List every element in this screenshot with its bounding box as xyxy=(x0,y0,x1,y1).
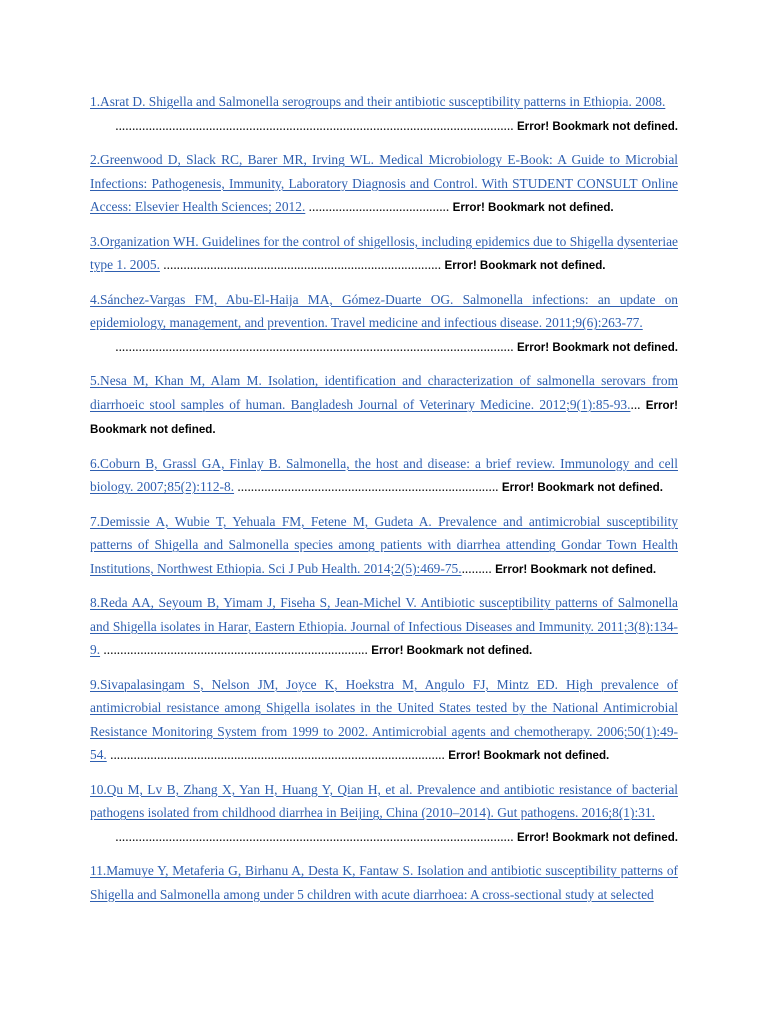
bookmark-error-text: Error! Bookmark not defined. xyxy=(516,340,678,354)
leader-dots: ......... xyxy=(461,560,492,576)
reference-link[interactable]: 5.Nesa M, Khan M, Alam M. Isolation, identification and characterization of salmonella serovars from diarrhoeic stool samples of human. Bangladesh Journal of Veterinary Medicine. 2012;9(1):85-93. xyxy=(90,373,678,412)
leader-dots: ....................................................................................................................... xyxy=(115,117,514,133)
reference-link[interactable]: 6.Coburn B, Grassl GA, Finlay B. Salmonella, the host and disease: a brief review. Immunology and cell biology. 2007;85(2):112-8. xyxy=(90,455,678,494)
reference-link[interactable]: 1.Asrat D. Shigella and Salmonella serogroups and their antibiotic susceptibility patterns in Ethiopia. 2008. xyxy=(90,94,666,109)
reference-entry xyxy=(90,591,678,663)
reference-entry xyxy=(90,510,678,582)
reference-link[interactable]: 8.Reda AA, Seyoum B, Yimam J, Fiseha S, Jean-Michel V. Antibiotic susceptibility patterns of Salmonella and Shigella isolates in Harar, Eastern Ethiopia. Journal of Infectious Diseases and Immunity. 2011;3(8):134-9. xyxy=(90,595,678,657)
reference-entry xyxy=(90,369,678,442)
reference-link[interactable]: 9.Sivapalasingam S, Nelson JM, Joyce K, Hoekstra M, Angulo FJ, Mintz ED. High prevalence of antimicrobial resistance among Shigella isolates in the United States tested by the National Antimicrobial Resistance Monitoring System from 1999 to 2002. Antimicrobial agents and chemotherapy. 2006;50(1):49-54. xyxy=(90,676,678,762)
bookmark-error-text: Error! Bookmark not defined. xyxy=(501,481,663,494)
bookmark-error-text: Error! Bookmark not defined. xyxy=(516,119,678,133)
reference-link[interactable]: 2.Greenwood D, Slack RC, Barer MR, Irving WL. Medical Microbiology E-Book: A Guide to Microbial Infections: Pathogenesis, Immunity, Laboratory Diagnosis and Control. With STUDENT CONSULT Online Access: Elsevier Health Sciences; 2012. xyxy=(90,152,678,214)
leader-dots: ............................................................................... xyxy=(100,642,368,657)
reference-entry xyxy=(90,230,678,278)
bookmark-error-text: Error! Bookmark not defined. xyxy=(448,749,610,762)
reference-entry xyxy=(90,288,678,360)
bookmark-error-text: Error! Bookmark not defined. xyxy=(452,201,614,214)
bookmark-error-text: Error! Bookmark not defined. xyxy=(90,398,678,436)
reference-entry xyxy=(90,778,678,850)
leader-dots: ....................................................................................................................... xyxy=(115,828,514,844)
leader-dots: .................................................................................................... xyxy=(106,747,445,762)
bookmark-error-text: Error! Bookmark not defined. xyxy=(371,644,533,657)
reference-link[interactable]: 10.Qu M, Lv B, Zhang X, Yan H, Huang Y, Qian H, et al. Prevalence and antibiotic resistance of bacterial pathogens isolated from childhood diarrhea in Beijing, China (2010–2014). Gut pathogens. 2016;8(1):31. xyxy=(90,781,678,820)
reference-entry xyxy=(90,148,678,220)
reference-link[interactable]: 4.Sánchez-Vargas FM, Abu-El-Haija MA, Gómez-Duarte OG. Salmonella infections: an update on epidemiology, management, and prevention. Travel medicine and infectious disease. 2011;9(6):263-77. xyxy=(90,291,678,330)
reference-link[interactable]: 11.Mamuye Y, Metaferia G, Birhanu A, Desta K, Fantaw S. Isolation and antibiotic susceptibility patterns of Shigella and Salmonella among under 5 children with acute diarrhoea: A cross-sectional study at selected xyxy=(90,863,678,902)
leader-dots: ................................................................................... xyxy=(159,257,442,272)
reference-link[interactable]: 3.Organization WH. Guidelines for the control of shigellosis, including epidemics due to Shigella dysenteriae type 1. 2005. xyxy=(90,233,678,272)
leader-dots: ....................................................................................................................... xyxy=(115,338,514,354)
reference-entry xyxy=(90,673,678,768)
reference-entry xyxy=(90,859,678,906)
reference-entry xyxy=(90,90,678,138)
leader-dots: .......................................... xyxy=(305,199,450,214)
bookmark-error-text: Error! Bookmark not defined. xyxy=(516,830,678,844)
leader-dots: ... xyxy=(630,396,641,412)
reference-list xyxy=(90,90,678,916)
bookmark-error-text: Error! Bookmark not defined. xyxy=(444,259,606,272)
reference-entry xyxy=(90,452,678,500)
bookmark-error-text: Error! Bookmark not defined. xyxy=(495,562,657,576)
reference-link[interactable]: 7.Demissie A, Wubie T, Yehuala FM, Fetene M, Gudeta A. Prevalence and antimicrobial susceptibility patterns of Shigella and Salmonella species among patients with diarrhea attending Gondar Town Health Institutions, Northwest Ethiopia. Sci J Pub Health. 2014;2(5):469-75. xyxy=(90,513,678,576)
leader-dots: .............................................................................. xyxy=(234,479,499,494)
